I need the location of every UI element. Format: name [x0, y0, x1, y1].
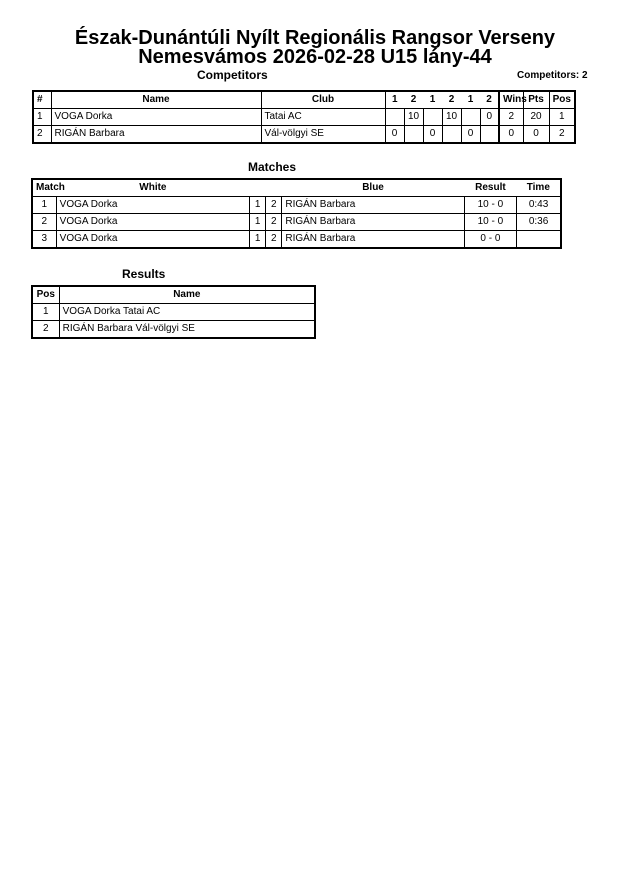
- col-name: Name: [59, 286, 315, 304]
- white-name: VOGA Dorka: [56, 231, 249, 249]
- match-result: 0 - 0: [464, 231, 516, 249]
- score-cell: [442, 126, 461, 144]
- competitors-table: [32, 90, 576, 144]
- competitor-wins: 0: [499, 126, 523, 144]
- competitor-pts: 20: [523, 109, 549, 126]
- col-result: Result: [475, 182, 506, 193]
- blue-name: RIGÁN Barbara: [282, 231, 464, 249]
- white-name: VOGA Dorka: [56, 197, 249, 214]
- col-round: 1: [467, 94, 474, 105]
- col-match: Match: [36, 182, 65, 193]
- score-cell: 0: [480, 109, 499, 126]
- score-cell: 10: [404, 109, 423, 126]
- col-round: 2: [410, 94, 417, 105]
- table-row: [32, 321, 315, 339]
- competitor-name: VOGA Dorka: [51, 109, 261, 126]
- competitor-pos: 1: [549, 109, 575, 126]
- white-name: VOGA Dorka: [56, 214, 249, 231]
- white-num: 1: [250, 214, 266, 231]
- score-cell: 0: [461, 126, 480, 144]
- competitors-label: Competitors: [197, 68, 268, 82]
- table-row: [33, 109, 575, 126]
- result-pos: 2: [32, 321, 59, 339]
- match-result: 10 - 0: [464, 197, 516, 214]
- blue-name: RIGÁN Barbara: [282, 197, 464, 214]
- match-num: 3: [32, 231, 56, 249]
- col-time: Time: [526, 182, 550, 193]
- competitor-club: Vál-völgyi SE: [261, 126, 385, 144]
- competitor-pos: 2: [549, 126, 575, 144]
- match-time: 0:36: [517, 214, 561, 231]
- competitor-name: RIGÁN Barbara: [51, 126, 261, 144]
- col-blue: Blue: [362, 182, 384, 193]
- col-num: #: [33, 91, 51, 109]
- white-num: 1: [250, 197, 266, 214]
- table-row: [32, 304, 315, 321]
- blue-num: 2: [266, 197, 282, 214]
- event-subtitle: Nemesvámos 2026-02-28 U15 lány-44: [138, 46, 492, 68]
- col-round: 2: [486, 94, 492, 105]
- col-pts: Pts: [523, 91, 549, 109]
- col-wins: Wins: [499, 91, 523, 109]
- table-row: [32, 214, 561, 231]
- col-round: 2: [448, 94, 455, 105]
- blue-name: RIGÁN Barbara: [282, 214, 464, 231]
- matches-header-row: [32, 179, 561, 197]
- table-row: [32, 197, 561, 214]
- col-white: White: [139, 182, 167, 193]
- col-club: Club: [261, 91, 385, 109]
- white-num: 1: [250, 231, 266, 249]
- results-label: Results: [122, 267, 166, 281]
- competitors-header-row: [33, 91, 575, 109]
- score-cell: [423, 109, 442, 126]
- competitor-num: 1: [33, 109, 51, 126]
- event-title: Észak-Dunántúli Nyílt Regionális Rangsor Verseny: [74, 27, 556, 49]
- match-num: 1: [32, 197, 56, 214]
- match-time: [517, 231, 561, 249]
- col-pos: Pos: [32, 286, 59, 304]
- competitor-num: 2: [33, 126, 51, 144]
- competitor-club: Tatai AC: [261, 109, 385, 126]
- score-cell: 0: [385, 126, 404, 144]
- table-row: [33, 126, 575, 144]
- score-cell: [480, 126, 499, 144]
- matches-table: [31, 178, 562, 249]
- match-num: 2: [32, 214, 56, 231]
- result-name: RIGÁN Barbara Vál-völgyi SE: [59, 321, 315, 339]
- score-cell: 10: [442, 109, 461, 126]
- blue-num: 2: [266, 231, 282, 249]
- col-round: 1: [391, 94, 398, 105]
- score-cell: [385, 109, 404, 126]
- results-header-row: [32, 286, 315, 304]
- result-pos: 1: [32, 304, 59, 321]
- table-row: [32, 231, 561, 249]
- competitors-count: Competitors: 2: [517, 70, 588, 81]
- col-pos: Pos: [549, 91, 575, 109]
- results-table: [31, 285, 316, 339]
- match-result: 10 - 0: [464, 214, 516, 231]
- competitor-wins: 2: [499, 109, 523, 126]
- blue-num: 2: [266, 214, 282, 231]
- score-cell: [404, 126, 423, 144]
- score-cell: [461, 109, 480, 126]
- col-name: Name: [51, 91, 261, 109]
- col-round: 1: [429, 94, 436, 105]
- competitor-pts: 0: [523, 126, 549, 144]
- score-cell: 0: [423, 126, 442, 144]
- match-time: 0:43: [517, 197, 561, 214]
- matches-label: Matches: [248, 160, 297, 174]
- result-name: VOGA Dorka Tatai AC: [59, 304, 315, 321]
